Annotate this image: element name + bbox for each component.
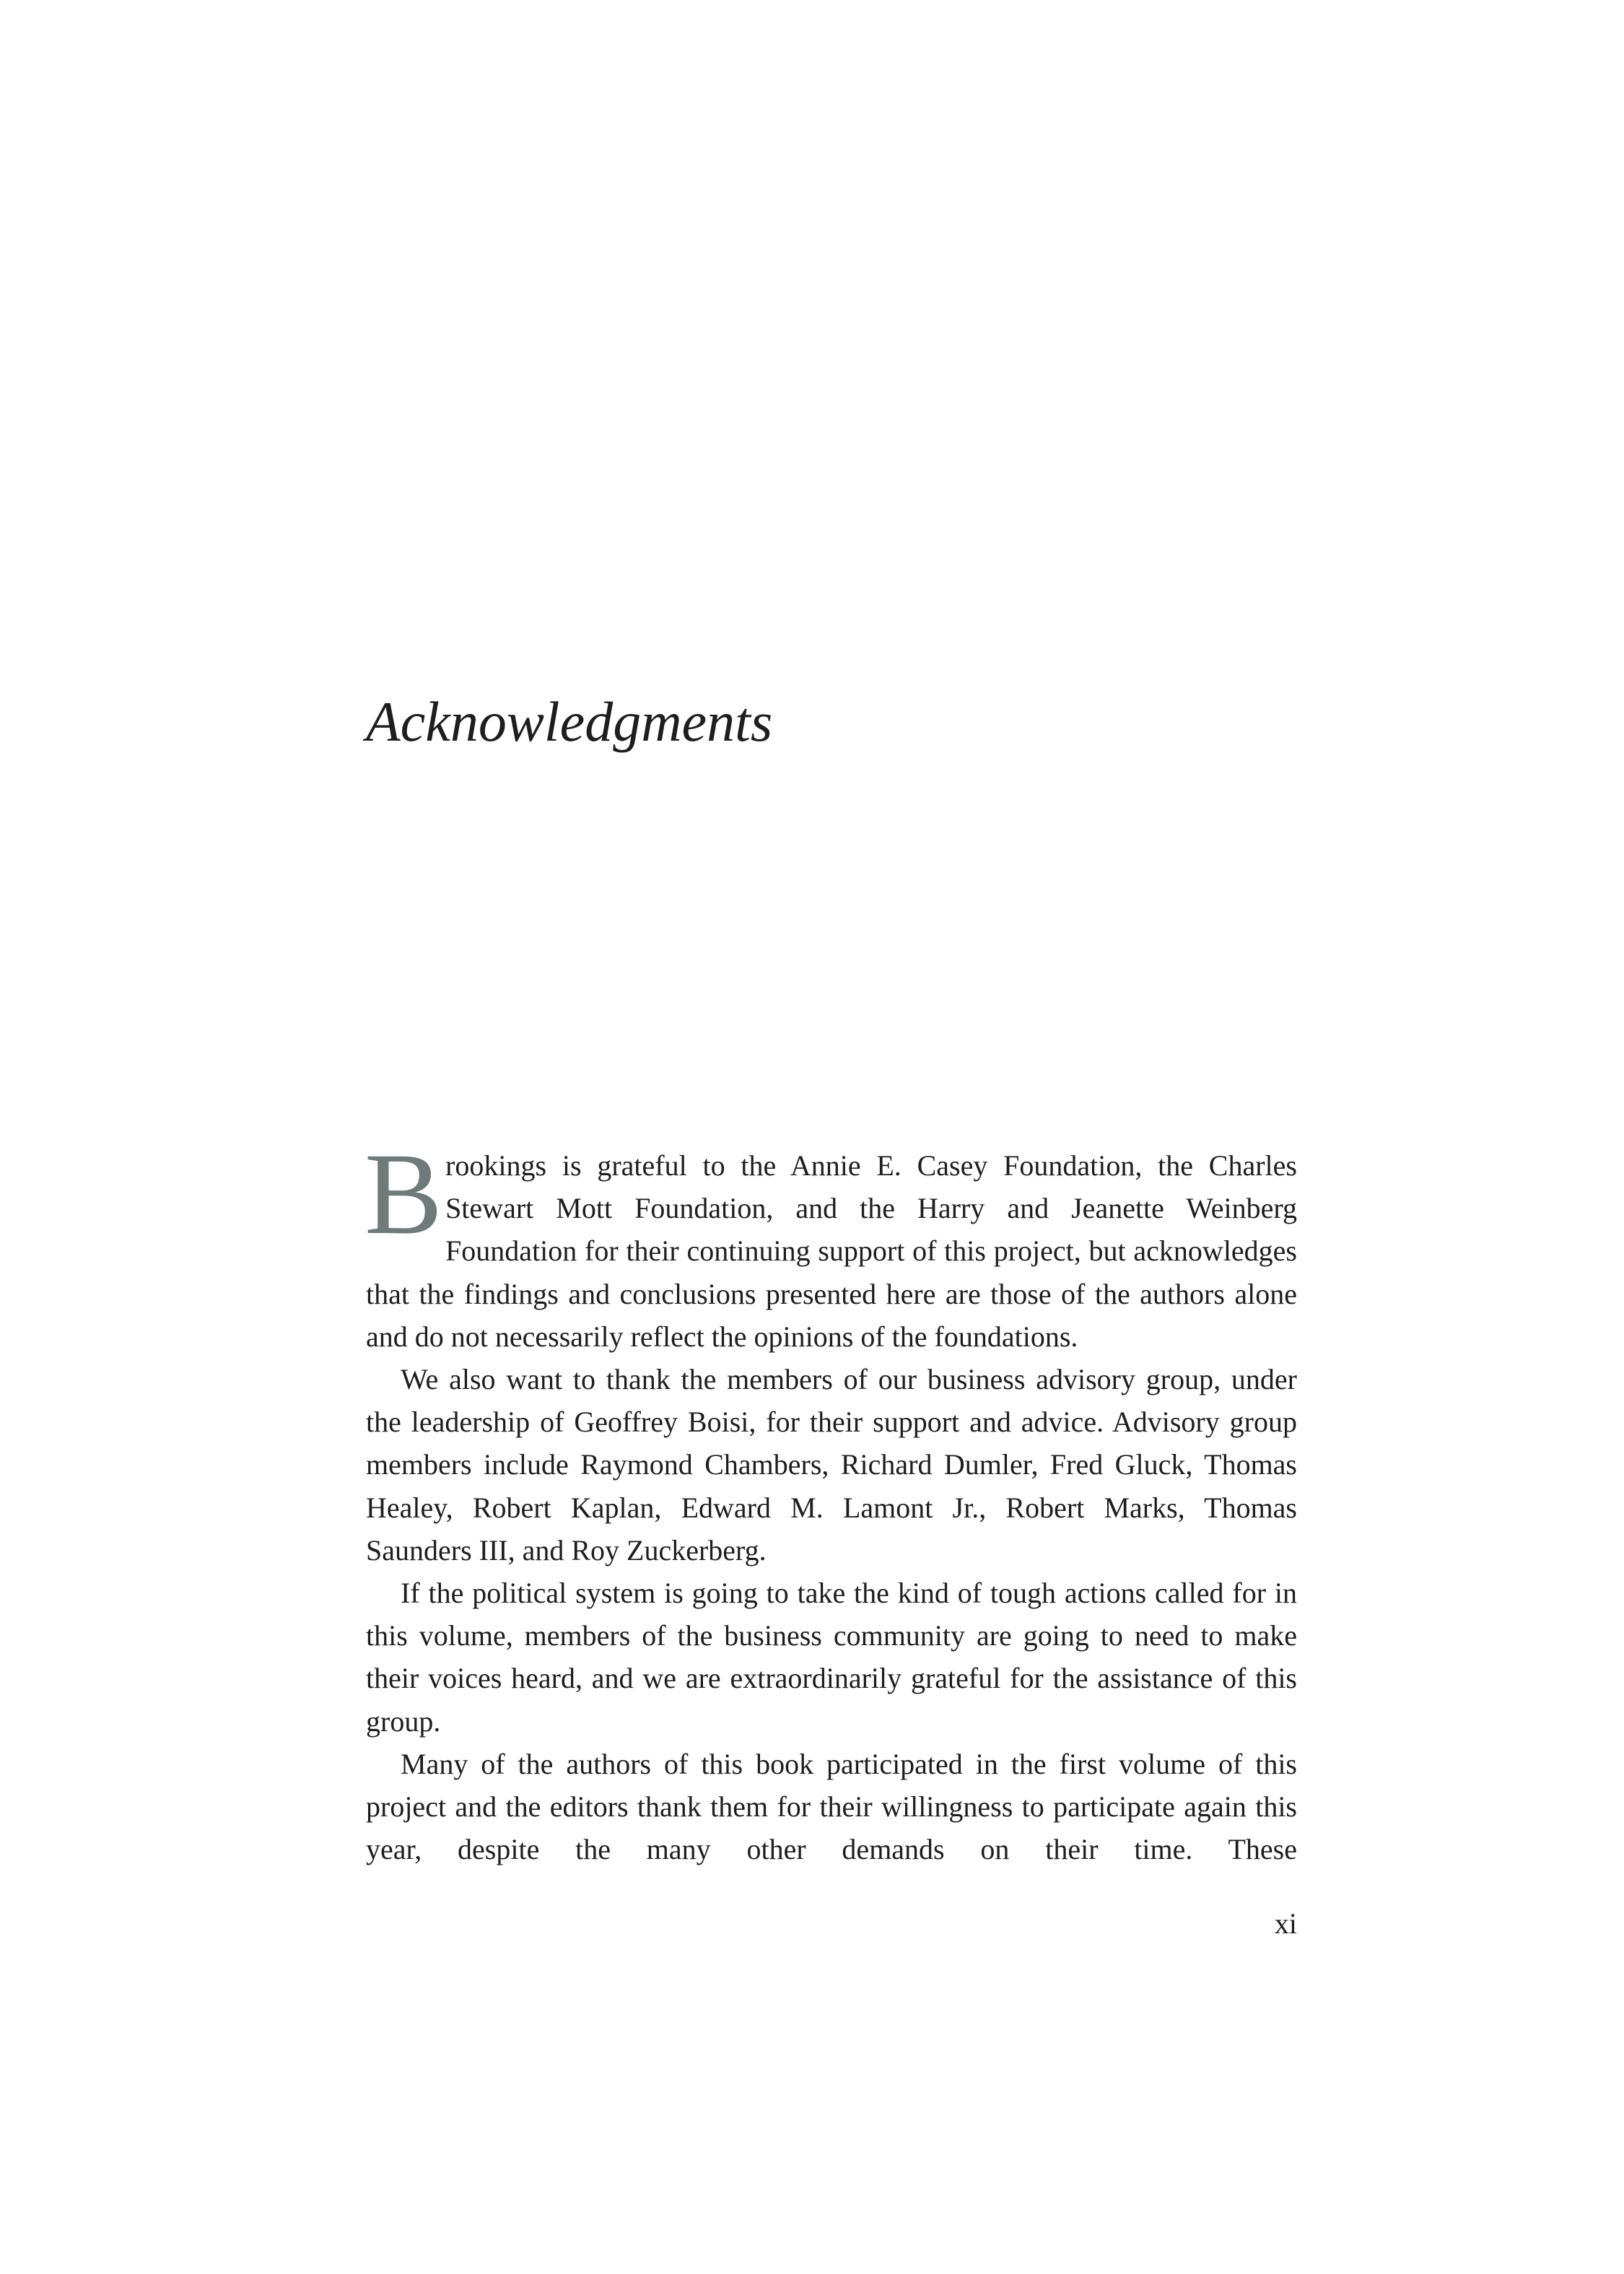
body-text [364,1130,1297,1870]
drop-cap: B [364,1130,443,1259]
chapter-title: Acknowledgments [366,690,773,753]
paragraph-4-text: Many of the authors of this book participated in the first volume of this project and the editors thank them for their willingness to participate again this year, despite the many other demands on their time. These [366,1747,1297,1866]
paragraph-2 [366,1358,1297,1572]
paragraph-1-text: rookings is grateful to the Annie E. Casey Foundation, the Charles Stewart Mott Foundation, and the Harry and Jeanette Weinberg Foundation for their continuing support of this project, but acknowledges that the findings and conclusions presented here are those of the authors alone and do not necessarily reflect the opinions of the foundations. [366,1149,1297,1353]
paragraph-3 [366,1572,1297,1743]
page-number: xi [1274,1907,1297,1940]
paragraph-4 [366,1743,1297,1871]
paragraph-3-text: If the political system is going to take the kind of tough actions called for in this volume, members of the business community are going to need to make their voices heard, and we are extraordinarily grateful for the assistance of this group. [366,1577,1297,1738]
paragraph-2-text: We also want to thank the members of our business advisory group, under the leadership of Geoffrey Boisi, for their support and advice. Advisory group members include Raymond Chambers, Richard Dumler, Fred Gluck, Thomas Healey, Robert Kaplan, Edward M. Lamont Jr., Robert Marks, Thomas Saunders III, and Roy Zuckerberg. [366,1363,1297,1567]
paragraph-1 [364,1130,1297,1358]
